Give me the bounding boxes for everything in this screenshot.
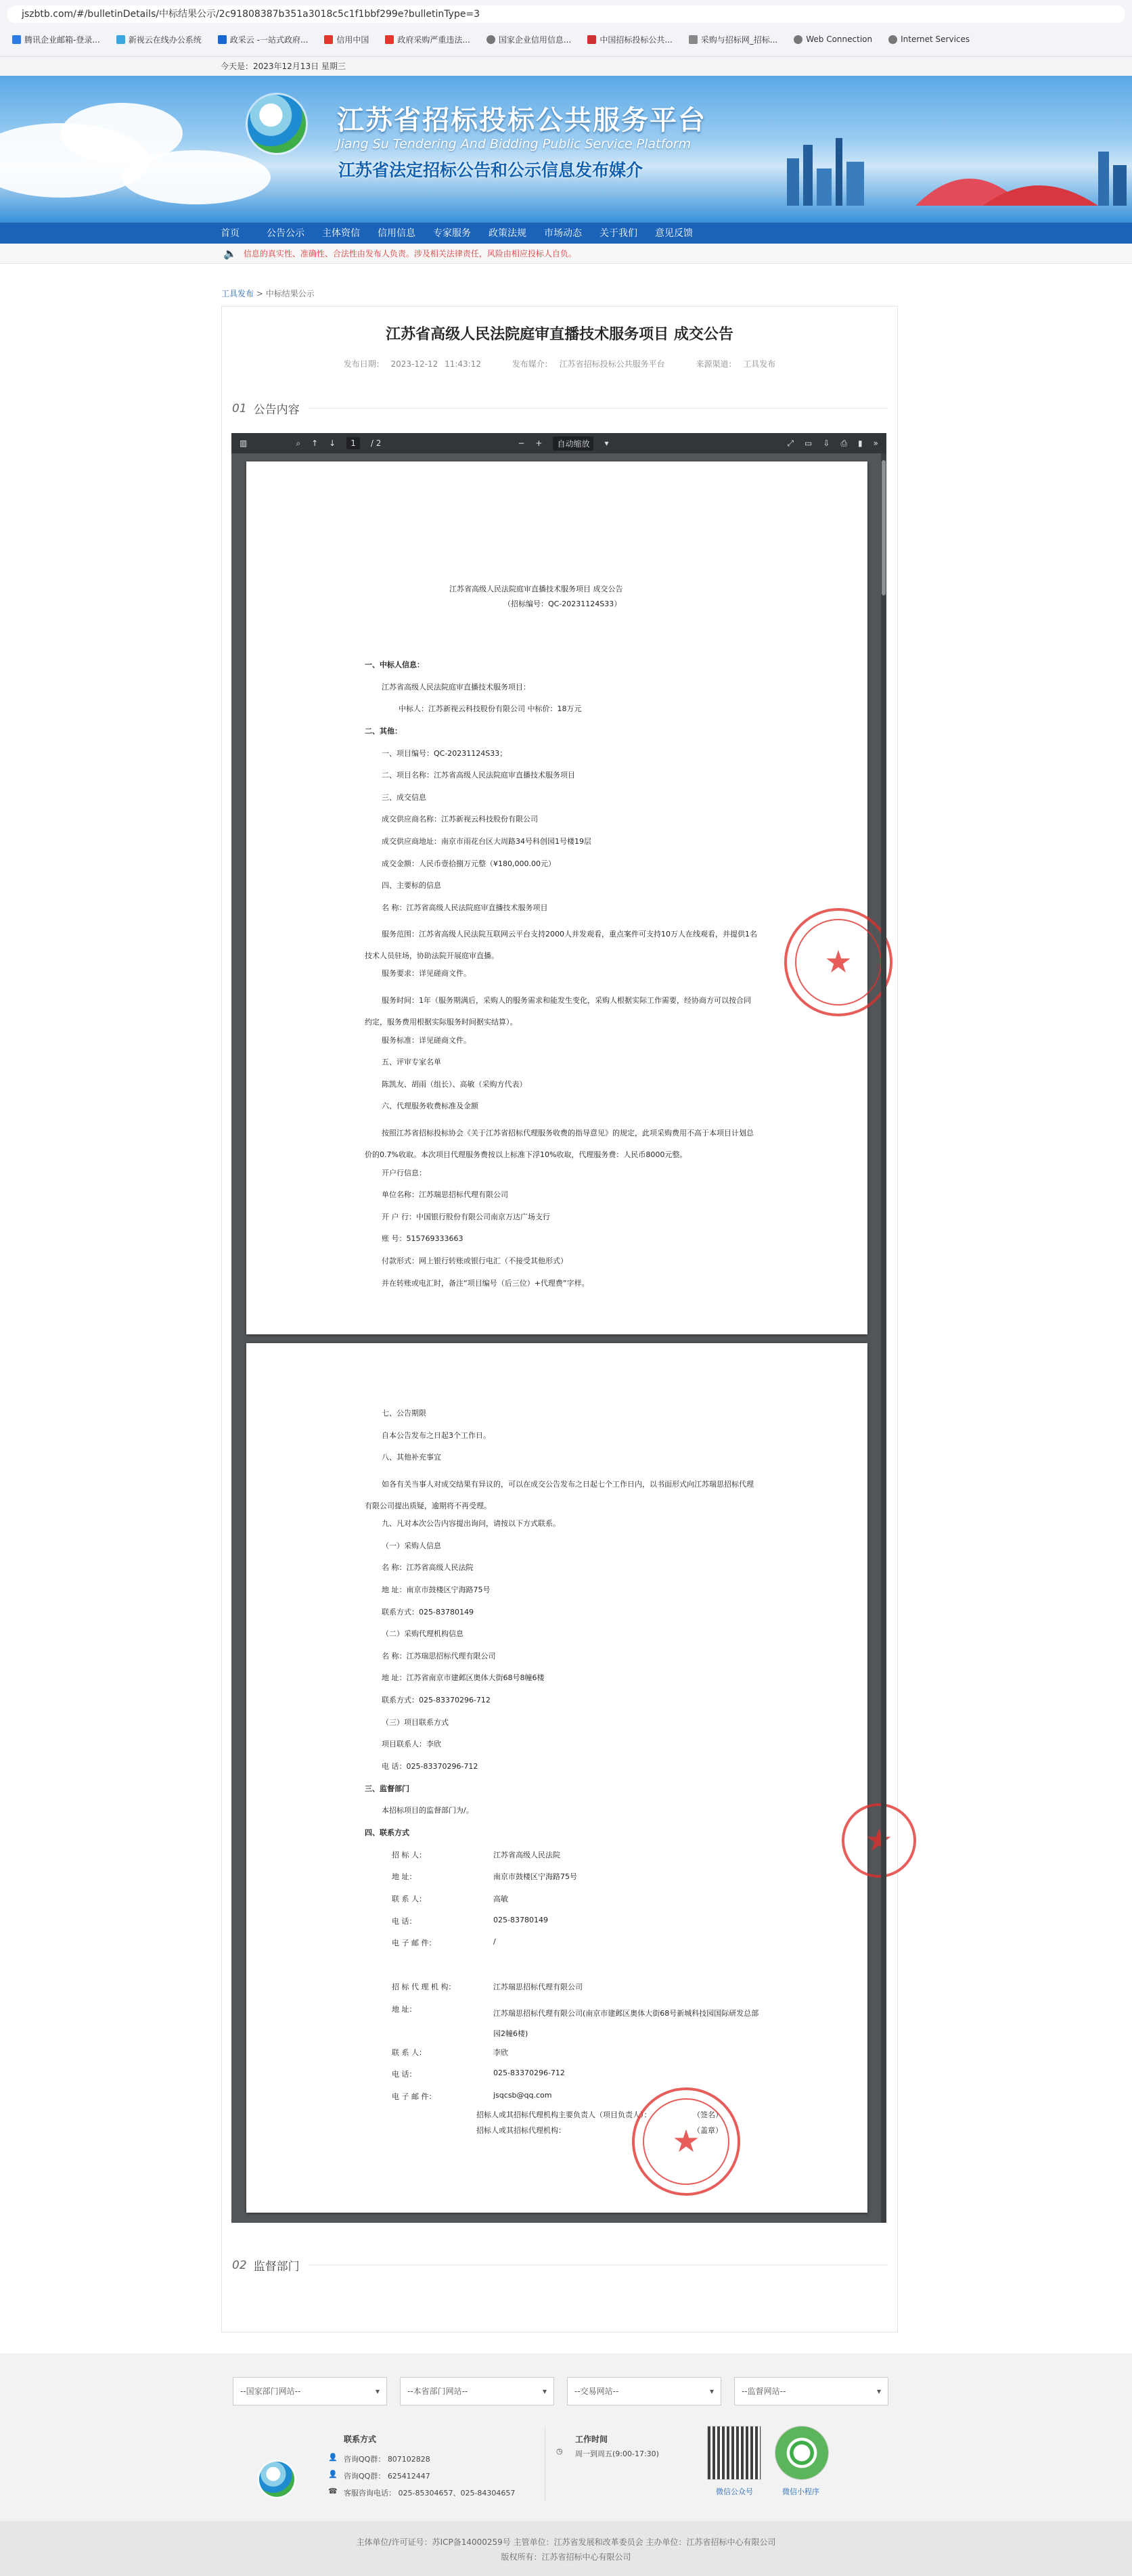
print-icon[interactable]: ⎙ — [840, 438, 848, 448]
pdf-line: 联 系 人： — [392, 2048, 426, 2057]
nav-home[interactable]: 首页 — [221, 228, 240, 239]
pdf-line: 四、主要标的信息 — [382, 881, 441, 890]
city-skyline-illustration — [780, 131, 1132, 206]
address-bar[interactable]: jszbtb.com/#/bulletinDetails/中标结果公示/2c91808387b351a3018c5c1f1bbf299e?bulletinType=3 — [7, 5, 1125, 23]
pdf-line: 联 系 人： — [392, 1895, 426, 1903]
pdf-line: （盖章） — [693, 2126, 723, 2135]
breadcrumb-current: 中标结果公示 — [265, 289, 315, 298]
trading-sites-select[interactable]: --交易网站-- ▾ — [567, 2377, 721, 2405]
pdf-line: 单位名称：江苏瑞思招标代理有限公司 — [382, 1190, 508, 1199]
section-header-supervision: 02 监督部门 — [232, 2257, 888, 2274]
pdf-line: 招 标 人： — [392, 1851, 426, 1859]
pdf-line: 账 号：515769333663 — [382, 1234, 463, 1243]
work-hours: 周一到周五(9:00-17:30) — [575, 2449, 659, 2458]
hours-title: 工作时间 — [575, 2435, 608, 2444]
pdf-line: 自本公告发布之日起3个工作日。 — [382, 1431, 491, 1440]
pdf-line: 如各有关当事人对成交结果有异议的，可以在成交公告发布之日起七个工作日内，以书面形式向江苏瑞思招标代理有限公司提出质疑，逾期将不再受理。 — [365, 1480, 754, 1510]
clock-icon: ◷ — [556, 2447, 563, 2456]
pdf-line: 地 址：南京市鼓楼区宁海路75号 — [382, 1585, 491, 1594]
pdf-line: 招 标 代 理 机 构： — [392, 1983, 456, 1991]
pdf-line: 电 话：025-83370296-712 — [382, 1762, 478, 1771]
pdf-line: 江苏瑞思招标代理有限公司 — [493, 1983, 583, 1991]
pdf-scrollbar[interactable] — [881, 453, 886, 2223]
qq-group-2: 咨询QQ群： 625412447 — [344, 2472, 430, 2481]
pdf-line: （二）采购代理机构信息 — [382, 1629, 463, 1638]
zoom-in-icon[interactable]: + — [535, 438, 543, 448]
date-bar: 今天是：2023年12月13日 星期三 — [0, 57, 1132, 76]
copyright-bar — [0, 2521, 1132, 2576]
pdf-line: 江苏省高级人民法院庭审直播技术服务项目： — [382, 683, 530, 692]
breadcrumb-separator: > — [254, 289, 266, 298]
speaker-icon: 🔈 — [223, 247, 237, 260]
pdf-line: 江苏省高级人民法院庭审直播技术服务项目 成交公告 — [449, 585, 623, 593]
bookmark-item[interactable]: Internet Services — [888, 31, 970, 47]
pdf-line: 服务要求：详见磋商文件。 — [382, 969, 471, 978]
agency-seal-stamp — [632, 2087, 740, 2196]
pdf-line: 本招标项目的监督部门为/。 — [382, 1806, 474, 1815]
pdf-line: 三、成交信息 — [382, 793, 426, 802]
bookmark-item[interactable]: 腾讯企业邮箱-登录... — [12, 31, 100, 47]
wechat-account-qr — [707, 2426, 761, 2480]
pdf-line: 一、中标人信息： — [365, 660, 424, 669]
pdf-line: 付款形式：网上银行转账或银行电汇（不接受其他形式） — [382, 1257, 568, 1265]
open-file-icon[interactable]: ▭ — [805, 438, 813, 448]
national-sites-select[interactable]: --国家部门网站-- ▾ — [233, 2377, 387, 2405]
site-title: 江苏省招标投标公共服务平台 — [337, 105, 706, 136]
bookmark-item[interactable]: 采购与招标网_招标... — [689, 31, 777, 47]
site-banner — [0, 76, 1132, 222]
qq-group-1: 咨询QQ群： 807102828 — [344, 2455, 430, 2464]
pdf-line: 四、联系方式 — [365, 1828, 409, 1837]
bookmark-item[interactable]: 国家企业信用信息... — [486, 31, 571, 47]
nav-credit[interactable]: 信用信息 — [378, 228, 415, 239]
pdf-line: （三）项目联系方式 — [382, 1718, 449, 1727]
nav-experts[interactable]: 专家服务 — [433, 228, 471, 239]
article-title: 江苏省高级人民法院庭审直播技术服务项目 成交公告 — [386, 326, 733, 343]
pdf-line: 六、代理服务收费标准及金额 — [382, 1102, 478, 1110]
pdf-line: 按照江苏省招标投标协会《关于江苏省招标代理服务收费的指导意见》的规定，此项采购费用不高于本项目计划总价的0.7%收取。本次项目代理服务费按以上标准下浮10%收取，代理服务费：人民币8000元整。 — [365, 1129, 754, 1159]
user-icon: 👤 — [328, 2453, 338, 2462]
bookmark-item[interactable]: 政府采购严重违法... — [385, 31, 470, 47]
pdf-line: 电 子 邮 件： — [392, 1939, 436, 1947]
pdf-line: 成交金额：人民币壹拾捌万元整（¥180,000.00元） — [382, 859, 556, 868]
pdf-line: 招标人或其招标代理机构主要负责人（项目负责人）： — [476, 2110, 652, 2119]
breadcrumb — [221, 288, 315, 299]
nav-credentials[interactable]: 主体资信 — [322, 228, 360, 239]
pdf-line: 南京市鼓楼区宁海路75号 — [493, 1872, 577, 1881]
section-header-content: 01 公告内容 — [232, 400, 888, 417]
site-subtitle: 江苏省法定招标公告和公示信息发布媒介 — [338, 160, 643, 180]
service-phone: 客服咨询电话： 025-85304657、025-84304657 — [344, 2489, 516, 2498]
pdf-toolbar — [231, 433, 886, 453]
phone-icon: ☎ — [328, 2487, 338, 2495]
pdf-line: （一）采购人信息 — [382, 1541, 441, 1550]
pdf-line: 地 址： — [392, 2005, 417, 2014]
nav-announcements[interactable]: 公告公示 — [267, 228, 304, 239]
bookmarks-bar — [0, 31, 1132, 47]
nav-about[interactable]: 关于我们 — [599, 228, 637, 239]
pdf-line: 开 户 行：中国银行股份有限公司南京万达广场支行 — [382, 1213, 550, 1221]
prev-page-icon[interactable]: ↑ — [311, 438, 319, 448]
pdf-page-1 — [246, 461, 867, 1334]
pdf-line: （招标编号：QC-20231124S33） — [503, 600, 622, 608]
pdf-viewer[interactable] — [231, 433, 886, 2223]
article-meta — [222, 358, 897, 369]
pdf-line: 电 话： — [392, 2070, 417, 2079]
bookmark-item[interactable]: 信用中国 — [324, 31, 369, 47]
notice-bar — [0, 244, 1132, 264]
pdf-line: 开户行信息： — [382, 1169, 426, 1177]
pdf-line: 八、其他补充事宜 — [382, 1453, 441, 1462]
pdf-line: 七、公告期限 — [382, 1409, 426, 1418]
zoom-select[interactable]: 自动缩放 — [553, 436, 593, 451]
pdf-line: （签名） — [693, 2110, 723, 2119]
pdf-line: 九、凡对本次公告内容提出询问，请按以下方式联系。 — [382, 1519, 560, 1528]
pdf-line: 高敏 — [493, 1895, 508, 1903]
pdf-line: 名 称：江苏省高级人民法院 — [382, 1563, 474, 1572]
pdf-line: 五、评审专家名单 — [382, 1058, 441, 1066]
main-nav — [0, 222, 1132, 244]
mini-program-label[interactable]: 微信小程序 — [782, 2487, 819, 2496]
pdf-line: 025-83780149 — [493, 1916, 548, 1924]
pdf-line: 025-83370296-712 — [493, 2069, 565, 2077]
pdf-line: 联系方式：025-83780149 — [382, 1608, 474, 1617]
pdf-line: 中标人：江苏新视云科技股份有限公司 中标价：18万元 — [399, 704, 582, 713]
site-title-english: Jiang Su Tendering And Bidding Public Service Platform — [337, 137, 692, 152]
pdf-page-2 — [246, 1343, 867, 2213]
publish-media: 发布媒介： 江苏省招标投标公共服务平台 — [512, 359, 665, 369]
pdf-line: 二、项目名称：江苏省高级人民法院庭审直播技术服务项目 — [382, 771, 575, 779]
pdf-line: 成交供应商地址：南京市雨花台区大周路34号科创园1号楼19层 — [382, 837, 591, 846]
notice-text: 信息的真实性、准确性、合法性由发布人负责。涉及相关法律责任，风险由相应投标人自负。 — [243, 249, 576, 258]
pdf-line: 地 址：江苏省南京市建邺区奥体大街68号8幢6楼 — [382, 1673, 545, 1682]
next-page-icon[interactable]: ↓ — [329, 438, 336, 448]
site-logo[interactable] — [248, 95, 306, 153]
pdf-line: 江苏省高级人民法院 — [493, 1851, 560, 1859]
page-number-input[interactable]: 1 — [346, 437, 360, 449]
browser-chrome — [0, 0, 1132, 57]
copyright-line-1: 主体单位/许可证号：苏ICP备14000259号 主管单位：江苏省发展和改革委员会 主办单位：江苏省招标中心有限公司 — [356, 2537, 776, 2547]
publish-source: 来源渠道： 工具发布 — [696, 359, 776, 369]
download-icon[interactable]: ⇩ — [823, 438, 830, 448]
search-icon[interactable]: ⌕ — [296, 438, 301, 448]
pdf-line: 名 称：江苏省高级人民法院庭审直播技术服务项目 — [382, 903, 548, 912]
nav-policy[interactable]: 政策法规 — [489, 228, 526, 239]
bookmark-icon[interactable]: ▮ — [858, 438, 863, 448]
bookmark-item[interactable]: 政采云 -一站式政府... — [218, 31, 309, 47]
site-footer — [0, 2353, 1132, 2521]
partial-seal-stamp — [842, 1803, 916, 1878]
footer-logo — [259, 2462, 294, 2497]
pdf-line: 电 话： — [392, 1917, 417, 1926]
pdf-line: 名 称：江苏瑞思招标代理有限公司 — [382, 1652, 496, 1660]
bookmark-item[interactable]: 中国招标投标公共... — [587, 31, 672, 47]
pdf-line: 服务时间：1年（服务期满后，采购人的服务需求和能发生变化，采购人根据实际工作需要，经协商方可以按合同约定，服务费用根据实际服务时间据实结算）。 — [365, 996, 751, 1026]
pdf-line: 三、监督部门 — [365, 1784, 409, 1793]
pdf-line: 李欣 — [493, 2048, 508, 2057]
pdf-line: 服务范围：江苏省高级人民法院互联网云平台支持2000人并发观看，重点案件可支持10万人在线观看，并提供1名技术人员驻场，协助法院开展庭审直播。 — [365, 930, 757, 960]
contact-title: 联系方式 — [344, 2435, 377, 2444]
pdf-line: 并在转账或电汇时，备注“项目编号（后三位）+代理费”字样。 — [382, 1279, 589, 1288]
bookmark-item[interactable]: Web Connection — [794, 31, 872, 47]
zoom-out-icon[interactable]: − — [518, 438, 525, 448]
chevron-down-icon: ▾ — [604, 438, 609, 448]
pdf-line: 成交供应商名称：江苏新视云科技股份有限公司 — [382, 815, 538, 823]
publish-date: 发布日期： 2023-12-12 11:43:12 — [343, 359, 481, 369]
pdf-line: 服务标准：详见磋商文件。 — [382, 1036, 471, 1045]
nav-feedback[interactable]: 意见反馈 — [655, 228, 693, 239]
pdf-line: 联系方式：025-83370296-712 — [382, 1696, 491, 1704]
more-tools-icon[interactable]: » — [873, 438, 878, 448]
breadcrumb-home[interactable]: 工具发布 — [221, 289, 254, 298]
supervision-sites-select[interactable]: --监督网站-- ▾ — [734, 2377, 888, 2405]
pdf-line: 一、项目编号：QC-20231124S33； — [382, 749, 507, 758]
pdf-line: 陈凯友、胡雨（组长）、高敏（采购方代表） — [382, 1080, 527, 1089]
copyright-line-2: 版权所有：江苏省招标中心有限公司 — [501, 2552, 631, 2562]
nav-market[interactable]: 市场动态 — [544, 228, 582, 239]
company-seal-stamp — [784, 908, 892, 1016]
pdf-line: 地 址： — [392, 1872, 417, 1881]
province-sites-select[interactable]: --本省部门网站-- ▾ — [400, 2377, 554, 2405]
pdf-line: 二、其他： — [365, 727, 402, 736]
pdf-line: 电 子 邮 件： — [392, 2092, 436, 2101]
mini-program-qr — [775, 2426, 829, 2480]
wechat-account-label[interactable]: 微信公众号 — [716, 2487, 753, 2496]
pdf-line: / — [493, 1937, 496, 1946]
pdf-line: 招标人或其招标代理机构： — [476, 2126, 566, 2135]
user-icon: 👤 — [328, 2470, 338, 2479]
page-total: / 2 — [370, 438, 382, 448]
fullscreen-icon[interactable]: ⤢ — [787, 438, 794, 448]
pdf-line: jsqcsb@qq.com — [493, 2091, 552, 2100]
pdf-line: 项目联系人：李欣 — [382, 1740, 441, 1748]
bookmark-item[interactable]: 新视云在线办公系统 — [116, 31, 202, 47]
pdf-line: 江苏瑞思招标代理有限公司(南京市建邺区奥体大街68号新城科技园国际研发总部园2幢6楼) — [493, 2009, 759, 2038]
sidebar-toggle-icon[interactable]: ▥ — [240, 438, 248, 448]
